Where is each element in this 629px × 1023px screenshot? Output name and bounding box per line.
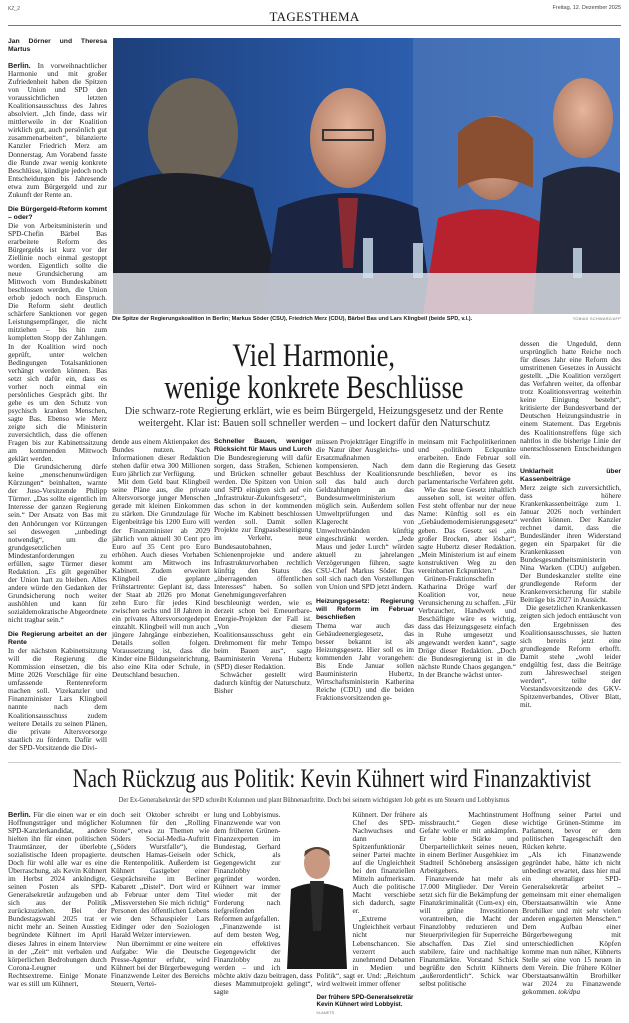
article1-headline-block	[112, 326, 516, 702]
subheading: Unklarheit über Kassenbeiträge	[520, 467, 621, 483]
photo-wrap-spacer	[316, 841, 349, 969]
paragraph: „Finanzwende ist auf dem besten Weg, ein effektives Gegengewicht der Finanzlobby zu werden – und ich möchte aktiv dazu beitragen, dass dieses Mammutprojekt gelingt“, sagte	[213, 922, 313, 996]
article1-column-5	[520, 340, 621, 709]
article2-column-5	[522, 811, 621, 996]
paragraph: Kühnert. Der frühere Chef des SPD-Nachwuchses und dann Spitzenfunktionär seiner Partei machte auf die Ungleichheit bei den finanziellen Mitteln aufmerksam. Auch die politische Macht verschiebe sich dadurch, sagte er.	[352, 809, 416, 916]
article2-column-1	[111, 811, 210, 988]
photo-credit: KLAMETS	[316, 1010, 335, 1015]
article1-body	[112, 326, 621, 709]
article1-column-0	[8, 38, 107, 752]
paragraph: Mit dem Geld baut Klingbeil seine Pläne aus, die private Altersvorsorge junger Menschen gerade mit kleinen Einkommen zu stärken. Die Grundzulage für Eigenbeiträge bis 1200 Euro will der Finanzminister ab 2029 jährlich von aktuell 30 Cent pro Euro auf 35 Cent pro Euro erhöhen. Auch dieses Vorhaben kommt am Mittwoch ins Kabinett. Zudem erweitert Klingbeil die geplante Frühstartrente: Geplant ist, dass der Staat ab 2026 pro Monat zehn Euro für jedes Kind zwischen sechs und 18 Jahren in ein privates Altersvorsorgedepot einzahlt. Klingbeil will nun auch jüngere Jahrgänge einbeziehen, Details sollen folgen. Voraussetzung ist, dass die Kinder eine Bildungseinrichtung, also eine Kita oder Schule, in Deutschland besuchen.	[112, 477, 210, 680]
article1-main	[112, 38, 621, 709]
dateline: Berlin.	[8, 809, 31, 819]
kuehnert-photo-caption: Der frühere SPD-Generalsekretär Kevin Kühnert wird Lobbyist. KLAMETS	[316, 993, 414, 1015]
article2-column-0	[8, 811, 107, 988]
page-id: KZ_2	[8, 6, 20, 12]
paragraph: Die Bundesregierung will dafür sorgen, dass Straßen, Schienen und Brücken schneller gebaut werden. Die Spitzen von Union und SPD einigten sich auf ein „Infrastruktur-Zukunftsgesetz“, das schon in der kommenden Woche im Kabinett beschlossen werden soll. Damit sollen Projekte zur Engpassbeseitigung im Verkehr, neue Bundesautobahnen, Schienenprojekte und andere Infrastrukturvorhaben rechtlich künftig den Status des „überragenden öffentlichen Interesses“ haben. So sollen Genehmigungsverfahren beschleunigt werden, wie es derzeit schon bei Erneuerbare-Energie-Projekten der Fall ist. „Von diesem Koalitionsausschuss geht ein Drehmoment für mehr Tempo beim Bauen aus“, sagte Bauministerin Verena Hubertz (SPD) dieser Redaktion.	[214, 453, 312, 672]
article-2	[8, 762, 621, 1017]
paragraph: müssen Projektträger Eingriffe in die Natur über Ausgleichs- und Ersatzmaßnahmen kompensieren. Nach dem Beschluss der Koalitionsrunde soll das bald auch durch Geldzahlungen an das Bundesumweltministerium möglich sein. Außerdem sollen Umweltprüfungen und das Klagerecht von Umweltverbänden künftig eingeschränkt werden. „Jede Maus und jeder Lurch“ würden aktuell zu jahrelangen Verzögerungen führen, sagte CSU-Chef Markus Söder. Das soll sich nach den Vorstellungen von Union und SPD jetzt ändern.	[316, 437, 414, 591]
dateline: Berlin.	[8, 61, 31, 70]
article2-columns	[8, 811, 621, 1017]
subheading: Heizungsgesetz: Regierung will Reform im Februar beschließen	[316, 597, 414, 621]
paragraph: Merz zeigte sich zuversichtlich, dass höhere Krankenkassenbeiträge zum 1. Januar 2026 noch verhindert werden können. Der Kanzler rechnet damit, dass die Bundesländer ihren Widerstand gegen ein Sparpaket für die Krankenkassen von Bundesgesundheitsministerin Nina Warken (CDU) aufgeben. Der Bundeskanzler stellte eine grundlegende Reform der Krankenversicherung für stabile Beiträge bis 2027 in Aussicht.	[520, 482, 621, 605]
headline-line-1: Viel Harmonie,	[232, 338, 396, 374]
paragraph: In der nächsten Kabinettsitzung will die Regierung die Kommission einsetzen, die bis Mitte 2026 Vorschläge für eine umfassende Rentenreform machen soll. Vizekanzler und Finanzminister Lars Klingbeil nannte nach dem Koalitionsausschuss zudem weitere Details zu seinen Plänen, die private Altersvorsorge staatlich zu fördern. Dafür will der SPD-Vorsitzende die Divi-	[8, 646, 107, 752]
byline: Jan Dörner und Theresa Martus	[8, 38, 107, 53]
paragraph: Finanzwende hat mehr als 17.000 Mitglieder. Der Verein setzt sich für die Bekämpfung der Finanzkriminalität (Cum-ex) ein, will grüne Investitionen vorantreiben, die Macht der Finanzlobby reduzieren und Steuerprivilegien für Superreiche abschaffen. Das Ziel sind stabilere, faire und nachhaltige Finanzmärkte. Vorstand Schick begrüßte den Schritt Kühnerts „außerordentlich“. Schick war selbst politische	[419, 874, 519, 988]
paragraph: Grünen-Fraktionschefin Katharina Dröge warf der Koalition vor, neue Verunsicherung zu schaffen. „Für Verbraucher, Handwerk und Beschäftigte wäre es wichtig, dass das Heizungsgesetz einfach in Ruhe umgesetzt und angewandt werden kann“, sagte Dröge dieser Redaktion. „Doch die Bundesregierung ist in die nächste Runde Chaos gegangen.“ In der Branche wächst unter-	[418, 573, 516, 680]
paragraph: lung und Lobbyismus. Finanzwende war von dem früheren Grünen-Finanzexperten im Bundestag, Gerhard Schick, als Gegengewicht zur Finanzlobby gegründet worden. Kühnert war immer wieder mit der Forderung nach tiefgreifenden Reformen aufgefallen.	[213, 809, 281, 924]
subheading: Die Bürgergeld-Reform kommt – oder?	[8, 205, 107, 221]
paragraph: als Machtinstrument missbraucht.“ Gegen diese Gefahr wolle er mit ankämpfen. Er lobte Stärke und Überparteilichkeit seines neuen, in einem Berliner Ausgehkiez im Stadtteil Schöneberg ansässigen Arbeitgebers.	[419, 809, 519, 876]
subheadline: Die schwarz-rote Regierung erklärt, wie es beim Bürgergeld, Heizungsgesetz und der Rente weitergeht. Klar ist: Bauen soll schneller werden – und lockert dafür den Naturschutz	[124, 406, 504, 429]
article2-column-3	[316, 811, 415, 1017]
paragraph: Die Grundsicherung dürfe keine „menschenunwürdigen Kürzungen“ beinhalten, warnte der Juso-Vorsitzende Philipp Türmer. „Das sollte eigentlich im Interesse der ganzen Regierung sein.“ Der Ansatz von Bas mit den Anhörungen vor Kürzungen sei deswegen „unbedingt notwendig“, um die grundgesetzlichen Mindestanforderungen zu erfüllen, sagte Türmer dieser Redaktion. „Es gilt gegenüber der Union hart zu bleiben. Alles andere würde den Gedanken der Grundsicherung noch weiter aushöhlen und kann für sozialdemokratische Abgeordnete nicht tragbar sein.“	[8, 462, 107, 625]
paragraph: Die von Arbeitsministerin und SPD-Chefin Bärbel Bas erarbeitete Reform des Bürgergelds ist kurz vor der Ziellinie noch einmal gestoppt worden. Eigentlich sollte die neue Grundsicherung am Mittwoch vom Bundeskabinett beschlossen werden, die Union erhob jedoch noch Einspruch. Die Reform sieht deutlich schärfere Sanktionen vor gegen Leistungsempfänger, die nicht mitziehen – bis hin zum kompletten Stopp der Zahlungen. In der Koalition wird noch geprüft, unter welchen Bedingungen Totalsanktionen verhängt werden können. Bas setzt sich dafür ein, dass es vorher noch einmal ein persönliches Gespräch gibt. Ihr gehe es um den Schutz von psychisch kranken Menschen, sagte Bas. Ebenso wie Merz zeigte sich die Ministerin zuversichtlich, dass die offenen Fragen bis zur Kabinettssitzung am kommenden Mittwoch geklärt werden.	[8, 220, 107, 464]
headline	[112, 340, 516, 404]
paragraph: Hoffnung seiner Partei und wichtige Grünen-Stimme im Parlament, bevor er dem politischen Tagesgeschäft den Rücken kehrte.	[522, 809, 621, 851]
paragraph: meinsam mit Fachpolitikerinnen und -politikern Eckpunkte erarbeiten. Ende Februar soll dann die Regierung das Gesetz beschließen, bevor es ins parlamentarische Verfahren geht.	[418, 437, 516, 487]
subheading: Schneller Bauen, weniger Rücksicht für Maus und Lurch	[214, 438, 312, 453]
paragraph: Schwächer gestellt wird dadurch künftig der Naturschutz. Bisher	[214, 670, 312, 696]
paragraph: Nun übernimmt er eine weitere Aufgabe: Wie die Deutsche Presse-Agentur erfuhr, wird Kühnert bei der Bürgerbewegung Finanzwende Leiter des Bereichs Steuern, Vertei-	[110, 938, 210, 988]
paragraph: Die gesetzlichen Krankenkassen zeigten sich jedoch enttäuscht von den Ergebnissen des Koalitionsausschusses, sie hatten sich bereits jetzt eine grundlegende Reform erhofft. Damit stehe „wohl leider endgültig fest, dass die Beiträge zum Jahreswechsel steigen werden“, teilte der Vorstandsvorsitzende des GKV-Spitzenverbandes, Oliver Blatt, mit.	[520, 603, 621, 709]
paragraph: Berlin. In vorweihnachtlicher Harmonie und mit großer Zufriedenheit haben die Spitzen von Union und SPD den voraussichtlichen letzten Koalitionsausschuss des Jahres absolviert. „Ich finde, dass wir mittlerweile in der Koalition wirklich gut, auch persönlich gut zusammenarbeiten“, bilanzierte Kanzler Friedrich Merz am Donnerstag. Am Vorabend fasste die Runde zwar wenig konkrete Beschlüsse, kündigte jedoch noch Entscheidungen bis Jahresende etwa zum Bürgergeld und zur Zukunft der Rente an.	[8, 61, 107, 199]
headline-line-2: wenige konkrete Beschlüsse	[164, 370, 464, 406]
subheading: Die Regierung arbeitet an der Rente	[8, 631, 107, 647]
paragraph: „Extreme Ungleichheit verbaut nicht nur Lebenschancen. Sie verzerrt auch zunehmend Debatten in Medien und Politik“, sagt er. Und: „Reichtum wird weltweit immer offener	[316, 914, 416, 988]
article1-column-3	[316, 438, 414, 702]
paragraph: Wie das neue Gesetz inhaltlich aussehen soll, ist weiter offen. Fest steht offenbar nur der neue Name: Künftig soll es ein „Gebäudemodernisierungsgesetz“ geben. Das Gesetz sei „ein großer Brocken, aber lösbar“, sagte Hubertz dieser Redaktion. „Mein Ministerium ist auf einem konstruktiven Weg zu den vereinbarten Eckpunkten.“	[418, 485, 518, 575]
article2-column-2	[214, 811, 313, 996]
photo-caption-line	[112, 316, 621, 322]
article2-column-4	[419, 811, 518, 988]
paragraph: dende aus einem Aktienpaket des Bundes nutzen. Nach Informationen dieser Redaktion stehen dafür etwa 300 Millionen Euro jährlich zur Verfügung.	[112, 437, 210, 479]
article1-column-1	[112, 438, 210, 679]
page-header	[8, 0, 621, 26]
subheadline-2: Der Ex-Generalsekretär der SPD schreibt Kolumnen und plant Bühnenauftritte. Doch bei seinem wichtigsten Job geht es um Steuern und Lobbyismus	[119, 794, 510, 804]
article1-column-2	[214, 438, 312, 695]
photo-caption: Die Spitze der Regierungskoalition in Berlin; Markus Söder (CSU), Friedrich Merz (CDU), Bärbel Bas und Lars Klingbeil (beide SPD, v.l.).	[112, 316, 473, 322]
coalition-leaders-photo	[113, 38, 620, 314]
photo-credit: TOBIAS SCHWARZ/AFP	[572, 316, 621, 321]
author-signature: tok/dpa	[558, 986, 581, 996]
paragraph: Berlin. Für die einen war er ein Hoffnungsträger und möglicher SPD-Kanzlerkandidat, andere hielten ihn für einen politischen Traumtänzer, der überlebte sozialistische Ideen propagierte. Doch für wohl alle war es eine Überraschung, als Kevin Kühnert im Herbst 2024 ankündigte, seinen Posten als SPD-Generalsekretär aufzugeben und sich aus der Politik zurückzuziehen. Bei der Bundestagswahl 2025 trat er nicht mehr an. Seinen Ausstieg begründete Kühnert im April dieses Jahres in einem Interview in der „Zeit“ mit verbalen und körperlichen Bedrohungen durch Corona-Leugner und Rechtsextreme. Einige Monate war es still um Kühnert,	[8, 809, 107, 988]
article1-columns	[112, 438, 516, 702]
article-1	[8, 38, 621, 752]
section-title: TAGESTHEMA	[269, 9, 360, 24]
paragraph: „Als ich Finanzwende gegründet habe, hätte ich nicht unbedingt erwartet, dass hier mal ein ehemaliger SPD-Generalsekretär arbeitet – gemeinsam mit einer ehemaligen Oberstaatsanwältin wie Anne Brorhilker und mit sehr vielen anderen engagierten Menschen.“ Dem Aufbau einer Bürgerbewegung mit unterschiedlichen Köpfen komme man nun näher, Kühnerts Stelle sei eine von 15 neuen in dem Verein. Die frühere Kölner Oberstaatsanwältin Brorhilker war 2024 zu Finanzwende gekommen. tok/dpa	[522, 849, 621, 996]
paragraph: dessen die Ungeduld, denn ursprünglich hatte Reiche noch für dieses Jahr eine Reform des umstrittenen Gesetzes in Aussicht gestellt. „Die Koalition verzögert das Verfahren weiter, da offenbar trotz Koalitionsvertrag weiterhin keine Einigung besteht“, kritisierte der Bundesverband der Deutschen Heizungsindustrie in einem Statement. Das Ergebnis des Koalitionstreffens füge sich nahtlos in die bisherige Linie der unentschlossenen Entscheidungen ein.	[520, 339, 621, 461]
headline-2: Nach Rückzug aus Politik: Kevin Kühnert wird Finanzaktivist	[72, 763, 591, 793]
paragraph: Thema war auch das Gebäudeenergiegesetz, das besser bekannt ist als Heizungsgesetz. Hier soll es im kommenden Jahr vorangehen: Bis Ende Januar sollen Bauministerin Hubertz, Wirtschaftsministerin Katherina Reiche (CDU) und die beiden Fraktionsvorsitzenden ge-	[316, 620, 414, 703]
article1-column-4	[418, 438, 516, 679]
issue-date: Freitag, 12. Dezember 2025	[552, 5, 621, 11]
paragraph: doch seit Oktober schreibt er Kolumnen für den „Rolling Stone“, etwa zu Themen wie Söders Social-Media-Auftritt („Söders Wurstfalle“), die deutschen Hamas-Geiseln oder die Rentenpolitik. Außerdem ist Kühnert Gastgeber einer Gesprächsreihe im Berliner Kabarett „Distel“. Dort wird er ab Februar unter dem Titel „Missverstehen Sie mich richtig“ Personen des öffentlichen Lebens wie den Schauspieler Lars Eidinger oder den Soziologen Harald Welzer interviewen.	[110, 809, 210, 940]
